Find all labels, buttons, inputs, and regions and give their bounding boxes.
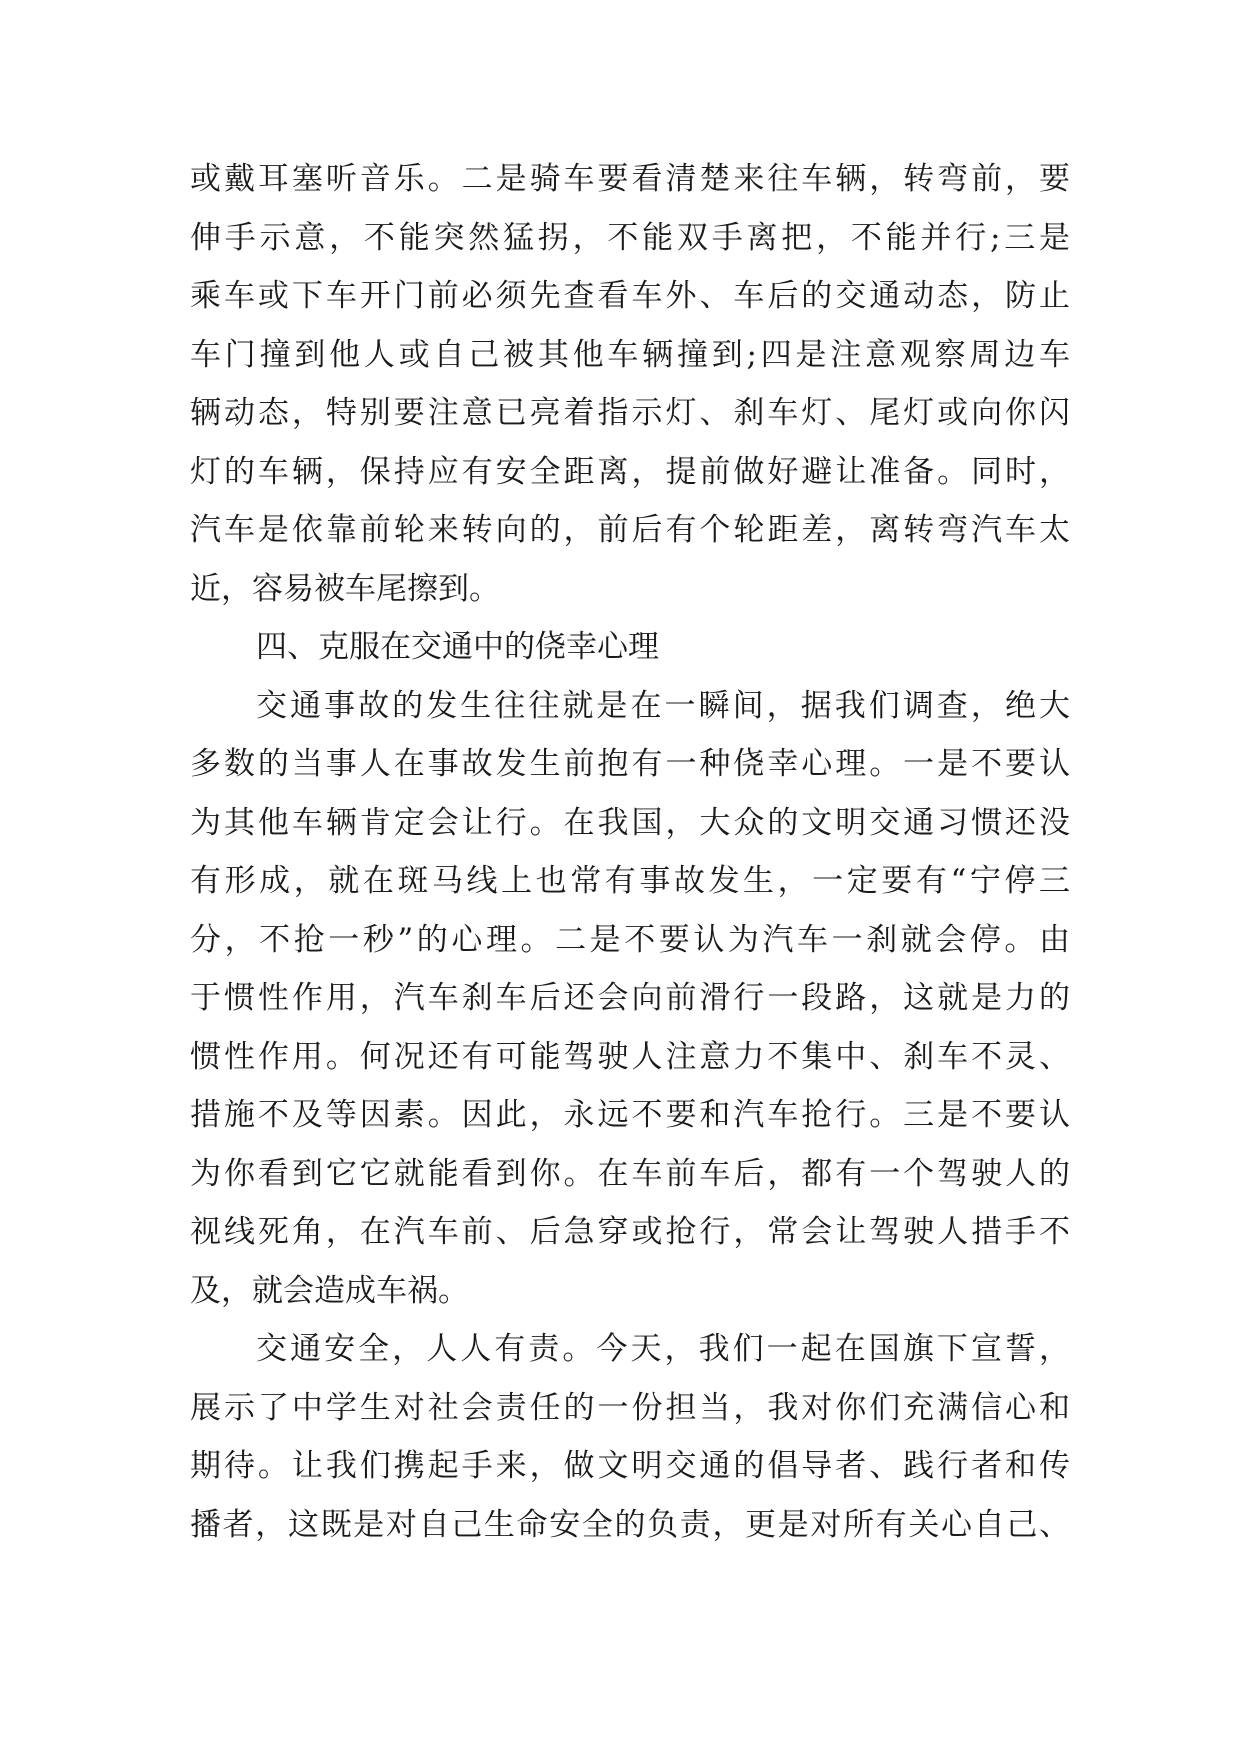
text-line: 于惯性作用，汽车刹车后还会向前滑行一段路，这就是力的: [190, 980, 1070, 1016]
text-line: 交通安全，人人有责。今天，我们一起在国旗下宣誓，: [256, 1331, 1070, 1367]
text-line: 惯性作用。何况还有可能驾驶人注意力不集中、刹车不灵、: [190, 1038, 1070, 1075]
text-line: 汽车是依靠前轮来转向的，前后有个轮距差，离转弯汽车太: [190, 512, 1070, 548]
text-line: 辆动态，特别要注意已亮着指示灯、刹车灯、尾灯或向你闪: [190, 395, 1070, 431]
text-line: 播者，这既是对自己生命安全的负责，更是对所有关心自己、: [190, 1506, 1070, 1543]
text-line: 近，容易被车尾擦到。: [190, 570, 500, 607]
text-line: 车门撞到他人或自己被其他车辆撞到;四是注意观察周边车: [190, 336, 1070, 373]
text-line: 及，就会造成车祸。: [190, 1272, 469, 1309]
text-line: 为你看到它它就能看到你。在车前车后，都有一个驾驶人的: [190, 1155, 1070, 1192]
text-line: 措施不及等因素。因此，永远不要和汽车抢行。三是不要认: [190, 1097, 1070, 1133]
text-line: 或戴耳塞听音乐。二是骑车要看清楚来往车辆，转弯前，要: [190, 161, 1070, 197]
text-line: 展示了中学生对社会责任的一份担当，我对你们充满信心和: [190, 1389, 1070, 1426]
text-line: 伸手示意，不能突然猛拐，不能双手离把，不能并行;三是: [190, 219, 1070, 256]
text-line: 多数的当事人在事故发生前抱有一种侥幸心理。一是不要认: [190, 746, 1070, 782]
text-line: 交通事故的发生往往就是在一瞬间，据我们调查，绝大: [256, 687, 1070, 724]
text-line: 有形成，就在斑马线上也常有事故发生，一定要有“宁停三: [190, 863, 1070, 899]
text-line: 乘车或下车开门前必须先查看车外、车后的交通动态，防止: [190, 278, 1070, 314]
section-heading: 四、克服在交通中的侥幸心理: [256, 629, 659, 665]
text-line: 分，不抢一秒”的心理。二是不要认为汽车一刹就会停。由: [190, 921, 1070, 958]
text-line: 为其他车辆肯定会让行。在我国，大众的文明交通习惯还没: [190, 804, 1070, 841]
text-line: 视线死角，在汽车前、后急穿或抢行，常会让驾驶人措手不: [190, 1214, 1070, 1250]
text-line: 期待。让我们携起手来，做文明交通的倡导者、践行者和传: [190, 1448, 1070, 1484]
body-text: [190, 150, 1070, 1554]
text-line: 灯的车辆，保持应有安全距离，提前做好避让准备。同时，: [190, 453, 1070, 490]
